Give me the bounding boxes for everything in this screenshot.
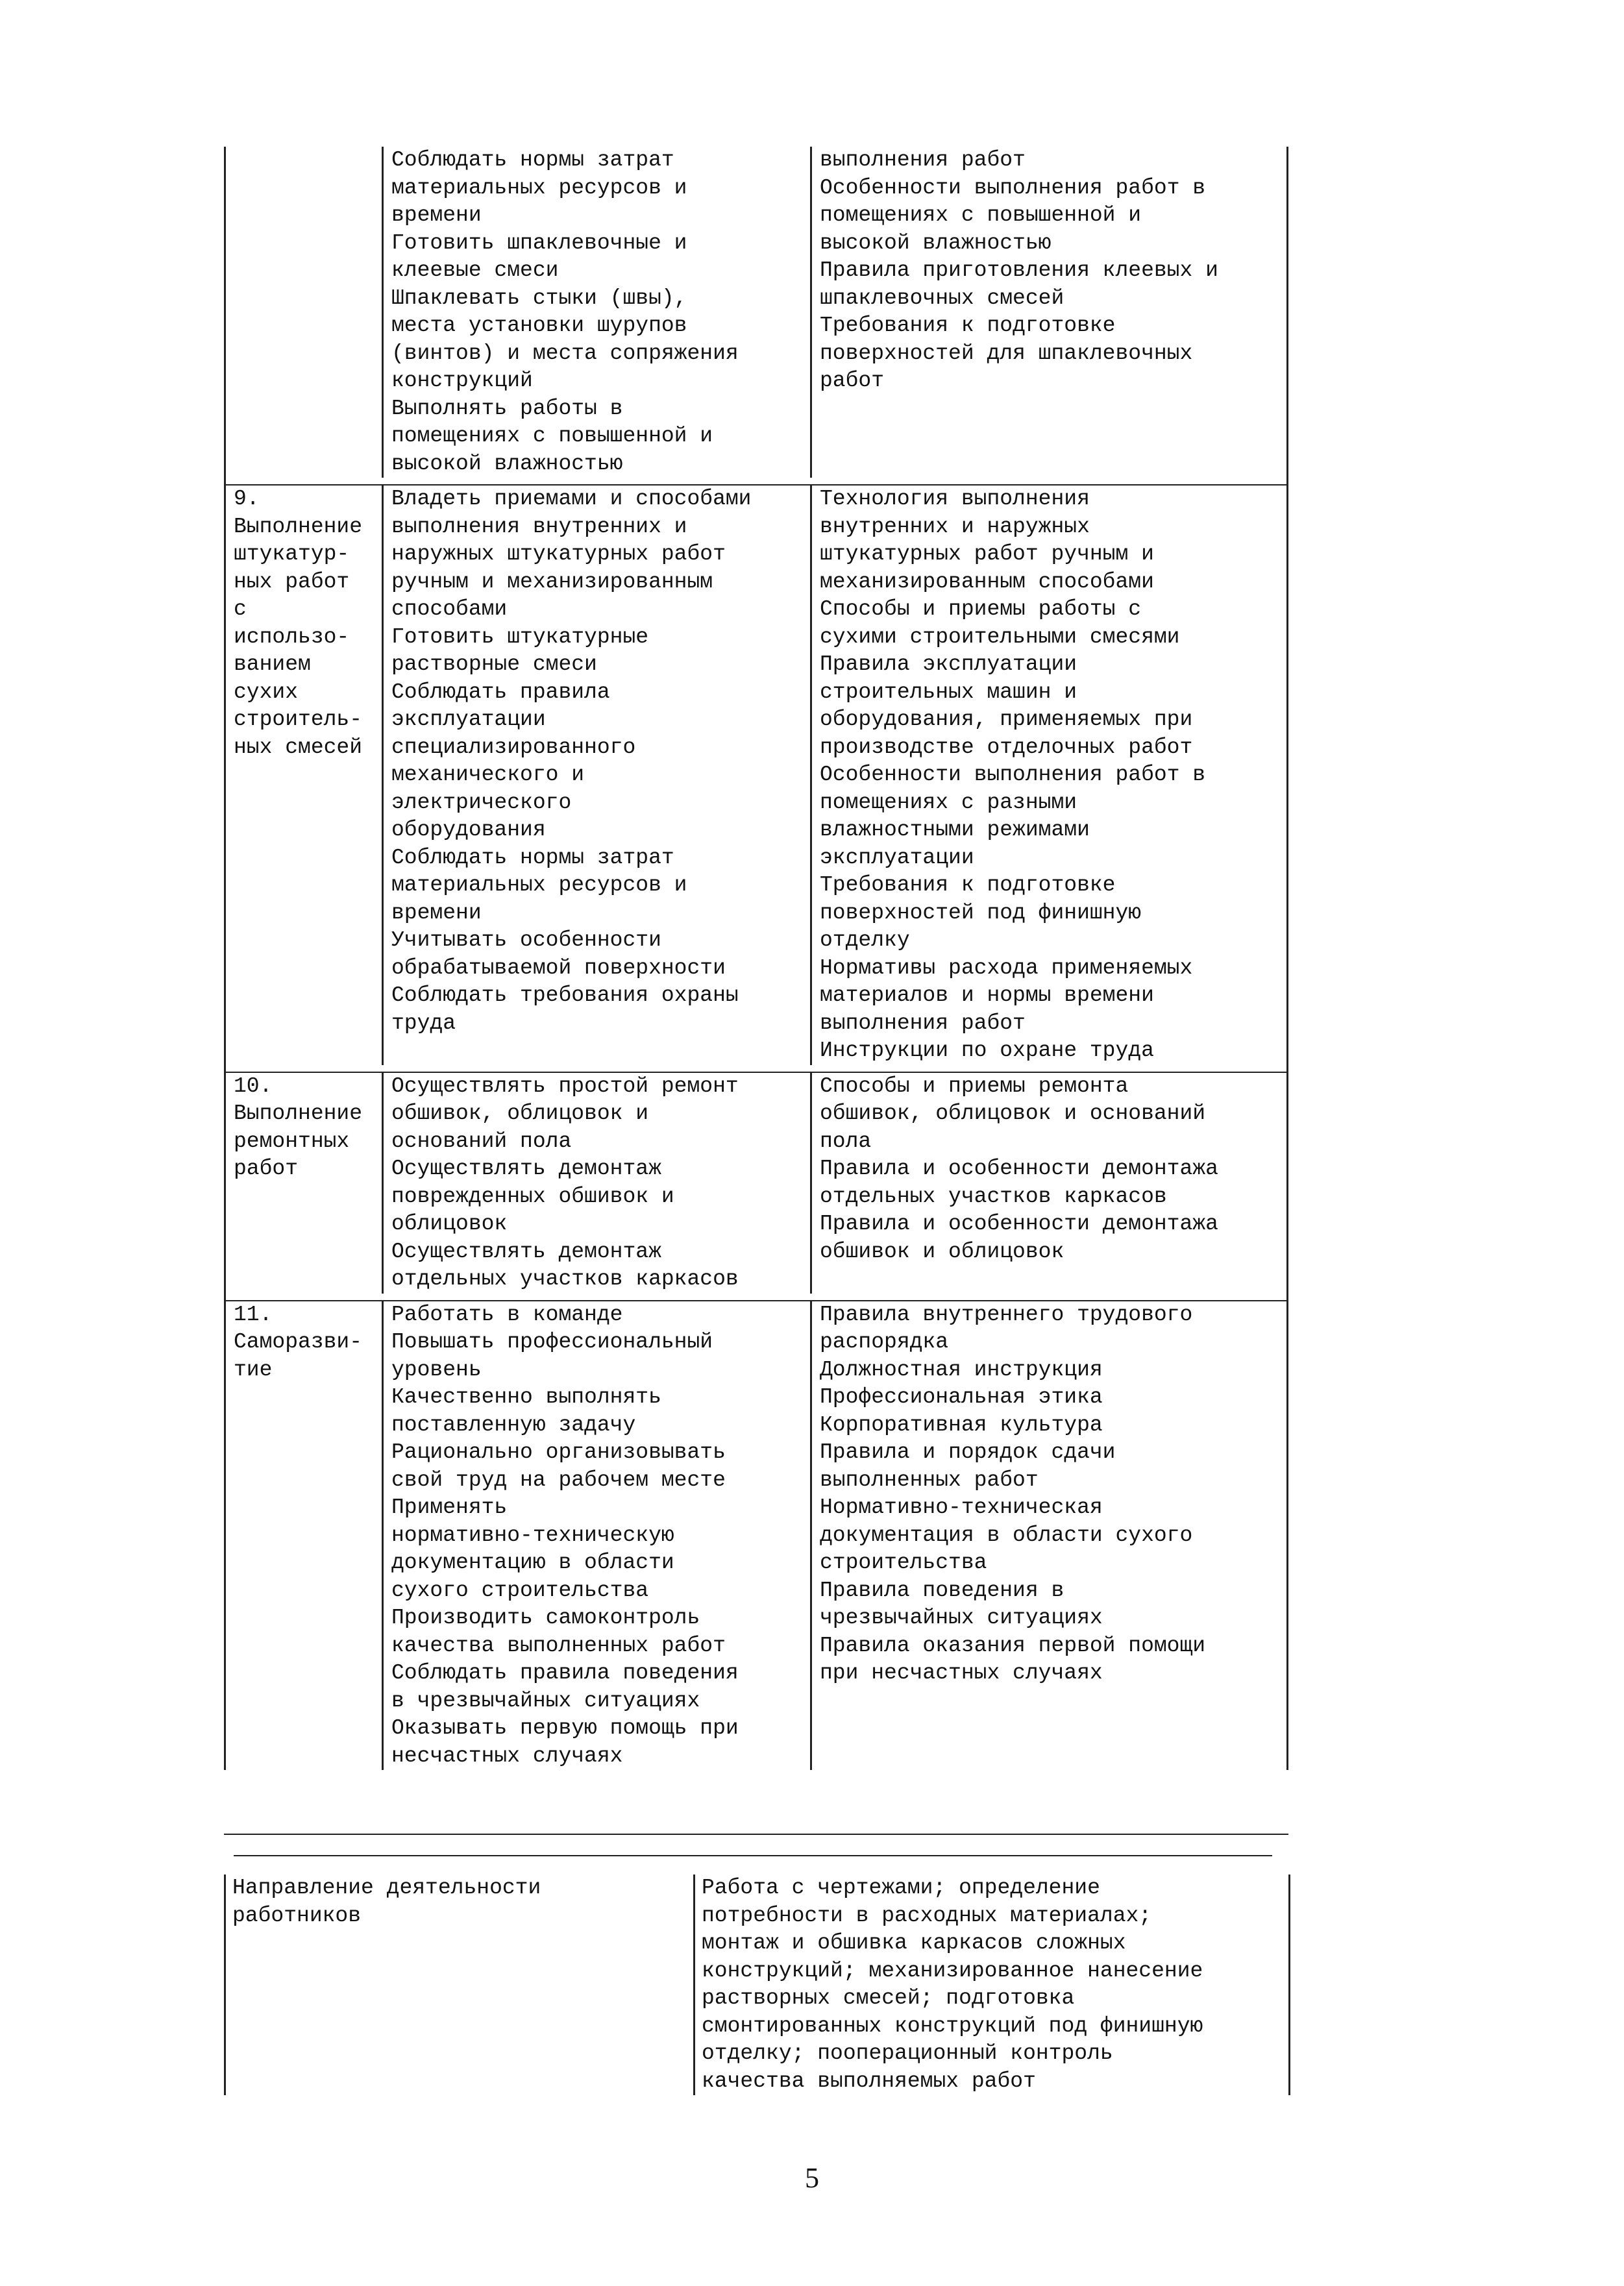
skills-cell: Работать в команде Повышать профессиональный уровень Качественно выполнять поставленную задачу Рационально организовывать свой труд на рабочем месте Применять нормативно-техническую документацию в области сухого строительства Производить самоконтроль качества выполненных работ Соблюдать правила поведения в чрезвычайных ситуациях Оказывать первую помощь при несчастных случаях [382,1301,810,1771]
direction-text: Работа с чертежами; определение потребности в расходных материалах; монтаж и обшивка каркасов сложных конструкций; механизированное нанесение растворных смесей; подготовка смонтированных конструкций под финишную отделку; пооперационный контроль качества выполняемых работ [693,1874,1290,2095]
table-row [224,484,1288,1072]
competency-cell: 9. Выполнение штукатур- ных работ с использо- ванием сухих строитель- ных смесей [234,487,363,759]
work-direction-table [224,1874,1303,2095]
competency-cell: 10. Выполнение ремонтных работ [234,1074,363,1181]
knowledge-cell: выполнения работ Особенности выполнения работ в помещениях с повышенной и высокой влажностью Правила приготовления клеевых и шпаклевочных смесей Требования к подготовке поверхностей для шпаклевочных работ [810,147,1290,478]
competency-cell [226,147,382,478]
table-row [224,1072,1288,1300]
page-number: 5 [805,2162,819,2194]
table-bottom-rule [224,1834,1288,1835]
skills-cell: Владеть приемами и способами выполнения внутренних и наружных штукатурных работ ручным и механизированным способами Готовить штукатурные растворные смеси Соблюдать правила эксплуатации специализированного механического и электрического оборудования Соблюдать нормы затрат материальных ресурсов и времени Учитывать особенности обрабатываемой поверхности Соблюдать требования охраны труда [382,485,810,1065]
competency-cell: 11. Саморазви- тие [234,1302,363,1382]
knowledge-cell: Технология выполнения внутренних и наружных штукатурных работ ручным и механизированным способами Способы и приемы работы с сухими строительными смесями Правила эксплуатации строительных машин и оборудования, применяемых при производстве отделочных работ Особенности выполнения работ в помещениях с разными влажностными режимами эксплуатации Требования к подготовке поверхностей под финишную отделку Нормативы расхода применяемых материалов и нормы времени выполнения работ Инструкции по охране труда [810,485,1290,1065]
table-row [224,147,1288,484]
knowledge-cell: Способы и приемы ремонта обшивок, облицовок и оснований пола Правила и особенности демонтажа отдельных участков каркасов Правила и особенности демонтажа обшивок и облицовок [810,1073,1290,1294]
skills-cell: Соблюдать нормы затрат материальных ресурсов и времени Готовить шпаклевочные и клеевые смеси Шпаклевать стыки (швы), места установки шурупов (винтов) и места сопряжения конструкций Выполнять работы в помещениях с повышенной и высокой влажностью [382,147,810,478]
section-divider [234,1855,1272,1856]
direction-label: Направление деятельности работников [232,1876,541,1928]
competency-table [224,147,1288,1770]
table-row [224,1300,1288,1771]
skills-cell: Осуществлять простой ремонт обшивок, облицовок и оснований пола Осуществлять демонтаж поврежденных обшивок и облицовок Осуществлять демонтаж отдельных участков каркасов [382,1073,810,1294]
knowledge-cell: Правила внутреннего трудового распорядка Должностная инструкция Профессиональная этика Корпоративная культура Правила и порядок сдачи выполненных работ Нормативно-техническая документация в области сухого строительства Правила поведения в чрезвычайных ситуациях Правила оказания первой помощи при несчастных случаях [810,1301,1290,1771]
